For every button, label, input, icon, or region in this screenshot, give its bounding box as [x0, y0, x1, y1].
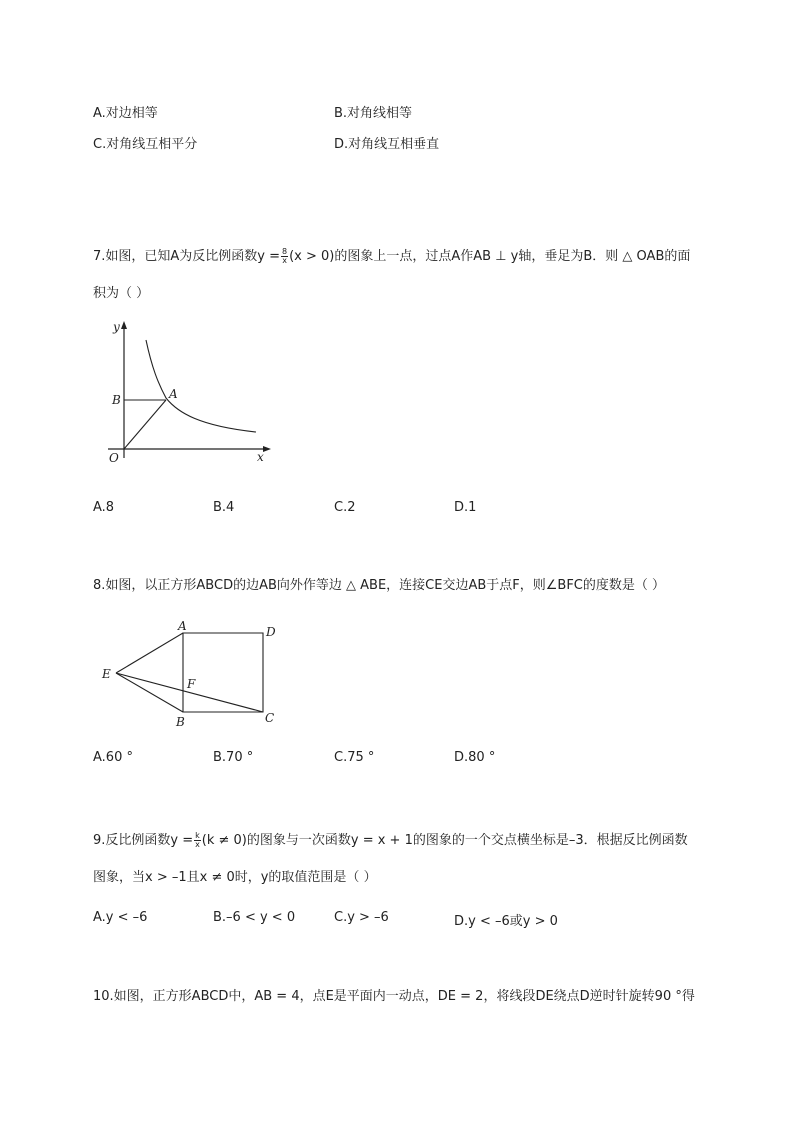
q9-option-d: D.y < –6或y > 0 [454, 914, 558, 929]
q9-fraction-numerator: k [195, 831, 200, 840]
q6-option-b: B.对角线相等 [334, 106, 413, 121]
q8-label-f: F [187, 677, 196, 691]
q7-stem-suffix: (x > 0)的图象上一点，过点A作AB ⊥ y轴，垂足为B．则 △ OAB的面 [289, 249, 691, 264]
q7-option-b: B.4 [213, 500, 235, 515]
q8-label-a: A [178, 620, 187, 633]
q7-segment-oa [124, 400, 166, 449]
q8-label-e: E [102, 667, 111, 681]
q7-fraction-denominator: x [282, 256, 287, 265]
q8-segment-ea [116, 633, 183, 673]
q9-option-a: A.y < –6 [93, 910, 148, 925]
q7-stem-line1 [93, 248, 690, 266]
q7-option-d: D.1 [454, 500, 477, 515]
q7-label-o: O [109, 451, 119, 465]
q7-y-axis-arrow [121, 321, 127, 329]
q7-label-b: B [112, 393, 121, 407]
q9-fraction-denominator: x [195, 840, 200, 849]
q9-stem-prefix: 9.反比例函数y = [93, 833, 194, 848]
q9-option-c: C.y > –6 [334, 910, 389, 925]
q9-option-b: B.–6 < y < 0 [213, 910, 296, 925]
q8-option-d: D.80 ° [454, 750, 496, 765]
q8-figure [96, 620, 286, 732]
q7-label-a: A [169, 387, 178, 401]
q7-x-axis-arrow [263, 446, 271, 452]
q7-fraction-numerator: 8 [282, 247, 288, 256]
q6-option-c: C.对角线互相平分 [93, 137, 198, 152]
q8-option-c: C.75 ° [334, 750, 375, 765]
q9-fraction [194, 832, 201, 849]
q6-option-a: A.对边相等 [93, 106, 158, 121]
q7-option-c: C.2 [334, 500, 356, 515]
q8-stem-line1: 8.如图，以正方形ABCD的边AB向外作等边 △ ABE，连接CE交边AB于点F，则∠BFC的度数是（ ） [93, 578, 666, 593]
q8-segment-eb [116, 673, 183, 712]
q7-stem-line2: 积为（ ） [93, 286, 150, 301]
q9-stem-line1 [93, 832, 688, 850]
q8-option-b: B.70 ° [213, 750, 254, 765]
q7-label-y: y [113, 320, 120, 334]
q9-stem-suffix: (k ≠ 0)的图象与一次函数y = x + 1的图象的一个交点横坐标是–3．根据反比例函数 [201, 833, 688, 848]
q6-option-d: D.对角线互相垂直 [334, 137, 440, 152]
q7-option-a: A.8 [93, 500, 115, 515]
q8-label-c: C [265, 711, 275, 725]
q9-stem-line2: 图象，当x > –1且x ≠ 0时，y的取值范围是（ ） [93, 870, 377, 885]
q8-label-b: B [176, 715, 185, 729]
q7-hyperbola-curve [146, 340, 256, 432]
q7-figure [90, 318, 280, 468]
q8-option-a: A.60 ° [93, 750, 133, 765]
q7-stem-prefix: 7.如图，已知A为反比例函数y = [93, 249, 281, 264]
q10-stem-line1: 10.如图，正方形ABCD中，AB = 4，点E是平面内一动点，DE = 2，将线段DE绕点D逆时针旋转90 °得 [93, 989, 695, 1004]
q8-square-abcd [183, 633, 263, 712]
q7-fraction [281, 248, 288, 265]
q8-label-d: D [266, 625, 276, 639]
q7-label-x: x [257, 450, 264, 464]
